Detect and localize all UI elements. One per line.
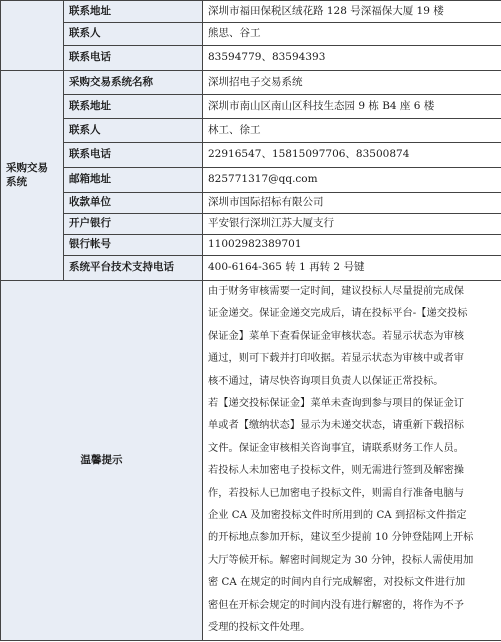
table-row: [1, 46, 501, 71]
tips-line: 企业 CA 及加密投标文件时所用到的 CA 到招标文件指定: [208, 510, 467, 522]
table-row: [1, 235, 501, 256]
row-value: 400-6164-365 转 1 再转 2 号键: [203, 256, 501, 281]
row-label: 系统平台技术支持电话: [64, 256, 203, 281]
agency-group-label: 采购交易系统: [1, 71, 64, 281]
tips-line: 若【递交投标保证金】菜单未查询到参与项目的保证金订: [208, 398, 464, 410]
tips-line: 通过，则可下载并打印收据。若显示状态为审核中或者审: [208, 353, 464, 365]
row-value: 林工、徐工: [203, 119, 501, 143]
tips-line: 保证金】菜单下查看保证金审核状态。若显示状态为审核: [208, 330, 464, 342]
row-label: 开户银行: [64, 214, 203, 235]
row-label: 联系地址: [64, 95, 203, 119]
row-value: 22916547、15815097706、83500874: [203, 143, 501, 168]
row-value: 深圳招电子交易系统: [203, 71, 501, 95]
row-value: 深圳市福田保税区绒花路 128 号深福保大厦 19 楼: [203, 1, 501, 23]
table-row: [1, 281, 501, 641]
tips-line: 证金递交。保证金递交完成后，请在投标平台-【递交投标: [208, 308, 468, 320]
row-label: 采购交易系统名称: [64, 71, 203, 95]
table-row: [1, 71, 501, 95]
tips-line: 作，若投标人已加密电子投标文件，则需自行准备电脑与: [208, 487, 464, 499]
row-value: 熊思、谷工: [203, 23, 501, 46]
table-row: [1, 23, 501, 46]
table-row: [1, 168, 501, 193]
tips-line: 大厅等候开标。解密时间规定为 30 分钟，投标人需使用加: [208, 554, 474, 566]
tips-line: 单或者【缴纳状态】显示为未递交状态，请重新下载招标: [208, 420, 464, 432]
row-label: 联系电话: [64, 143, 203, 168]
table-row: [1, 193, 501, 214]
table-row: [1, 119, 501, 143]
row-label: 邮箱地址: [64, 168, 203, 193]
tips-line: 密但在开标会规定的时间内没有进行解密的，将作为不予: [208, 599, 464, 611]
row-label: 联系人: [64, 23, 203, 46]
tips-line: 文件。保证金审核相关咨询事宜，请联系财务工作人员。: [208, 442, 464, 454]
row-label: 联系人: [64, 119, 203, 143]
table-row: [1, 256, 501, 281]
row-label: 银行帐号: [64, 235, 203, 256]
top-group-cell: [1, 1, 64, 71]
tips-label: 温馨提示: [1, 281, 203, 641]
table-row: [1, 1, 501, 23]
tips-content: [203, 281, 501, 641]
tips-line: 核不通过，请尽快咨询项目负责人以保证正常投标。: [208, 375, 444, 387]
row-value: 平安银行深圳江苏大厦支行: [203, 214, 501, 235]
tips-line: 若投标人未加密电子投标文件，则无需进行签到及解密操: [208, 465, 464, 477]
table-row: [1, 143, 501, 168]
tips-line: 受理的投标文件处理。: [208, 622, 311, 634]
row-label: 联系地址: [64, 1, 203, 23]
row-value: 深圳市国际招标有限公司: [203, 193, 501, 214]
email-value: 825771317@qq.com: [203, 168, 501, 193]
row-value: 83594779、83594393: [203, 46, 501, 71]
tips-line: 由于财务审核需要一定时间，建议投标人尽量提前完成保: [208, 286, 464, 297]
row-value: 深圳市南山区南山区科技生态园 9 栋 B4 座 6 楼: [203, 95, 501, 119]
row-label: 收款单位: [64, 193, 203, 214]
tips-line: 的开标地点参加开标，建议至少提前 10 分钟登陆网上开标: [208, 532, 474, 544]
row-label: 联系电话: [64, 46, 203, 71]
table-row: [1, 214, 501, 235]
table-row: [1, 95, 501, 119]
row-value: 11002982389701: [203, 235, 501, 256]
tips-line: 密 CA 在规定的时间内自行完成解密，对投标文件进行加: [208, 577, 466, 589]
